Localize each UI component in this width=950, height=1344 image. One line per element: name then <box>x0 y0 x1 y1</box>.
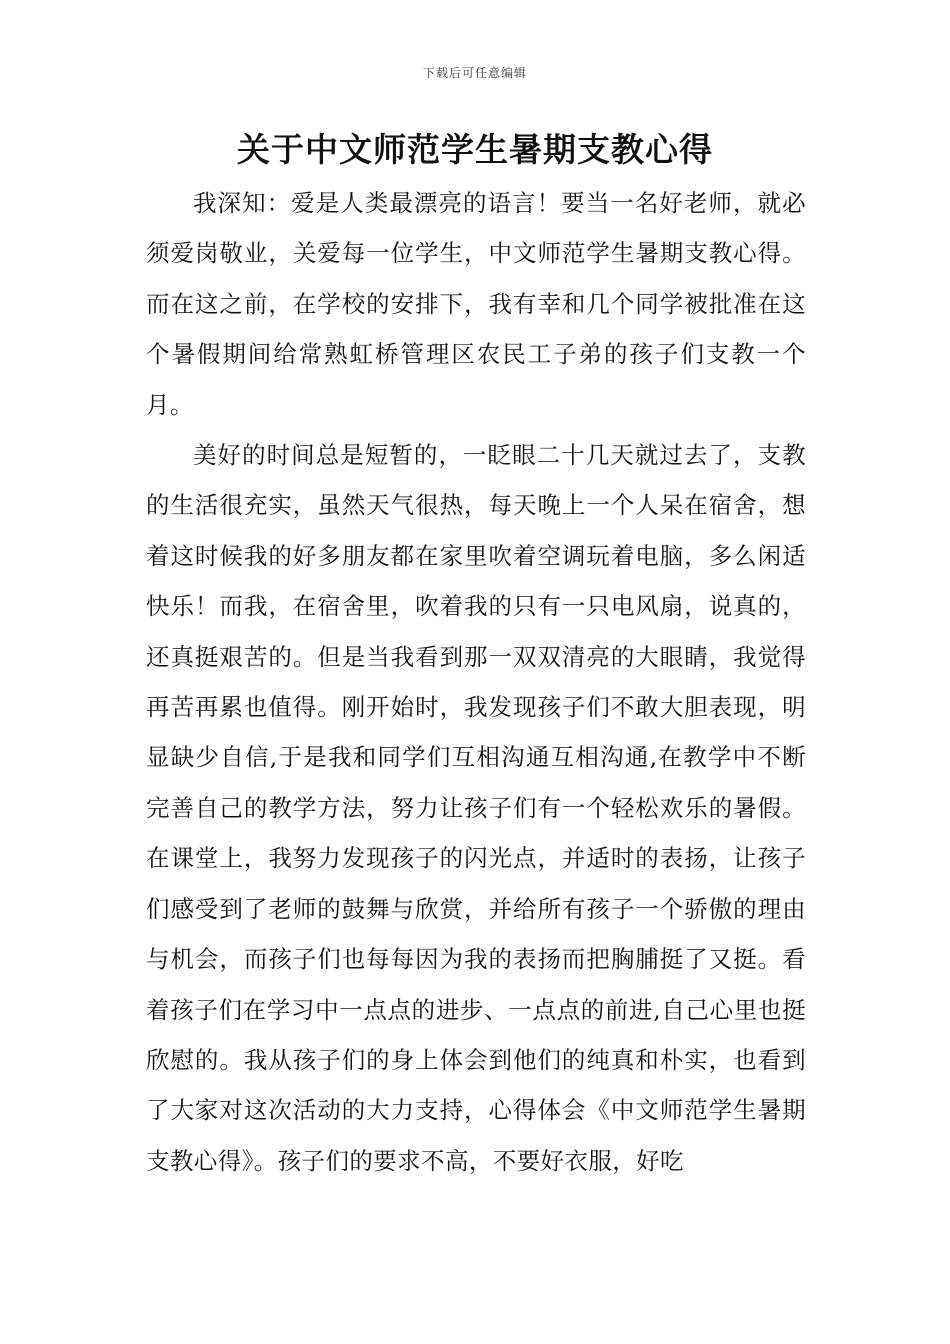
document-title: 关于中文师范学生暑期支教心得 <box>237 130 713 169</box>
paragraph: 美好的时间总是短暂的，一眨眼二十几天就过去了，支教的生活很充实，虽然天气很热，每天晚上一个人呆在宿舍，想着这时候我的好多朋友都在家里吹着空调玩着电脑，多么闲适快乐！而我，在宿舍里，吹着我的只有一只电风扇，说真的，还真挺艰苦的。但是当我看到那一双双清亮的大眼睛，我觉得再苦再累也值得。刚开始时，我发现孩子们不敢大胆表现，明显缺少自信,于是我和同学们互相沟通互相沟通,在教学中不断完善自己的教学方法，努力让孩子们有一个轻松欢乐的暑假。在课堂上，我努力发现孩子的闪光点，并适时的表扬，让孩子们感受到了老师的鼓舞与欣赏，并给所有孩子一个骄傲的理由与机会，而孩子们也每每因为我的表扬而把胸脯挺了又挺。看着孩子们在学习中一点点的进步、一点点的前进,自己心里也挺欣慰的。我从孩子们的身上体会到他们的纯真和朴实，也看到了大家对这次活动的大力支持，心得体会《中文师范学生暑期支教心得》。孩子们的要求不高，不要好衣服，好吃 <box>146 441 806 1175</box>
paragraph: 我深知：爱是人类最漂亮的语言！要当一名好老师，就必须爱岗敬业，关爱每一位学生，中文师范学生暑期支教心得。而在这之前，在学校的安排下，我有幸和几个同学被批准在这个暑假期间给常熟虹桥管理区农民工子弟的孩子们支教一个月。 <box>146 189 806 419</box>
document-body <box>146 178 806 1186</box>
header-note: 下载后可任意编辑 <box>422 66 527 80</box>
